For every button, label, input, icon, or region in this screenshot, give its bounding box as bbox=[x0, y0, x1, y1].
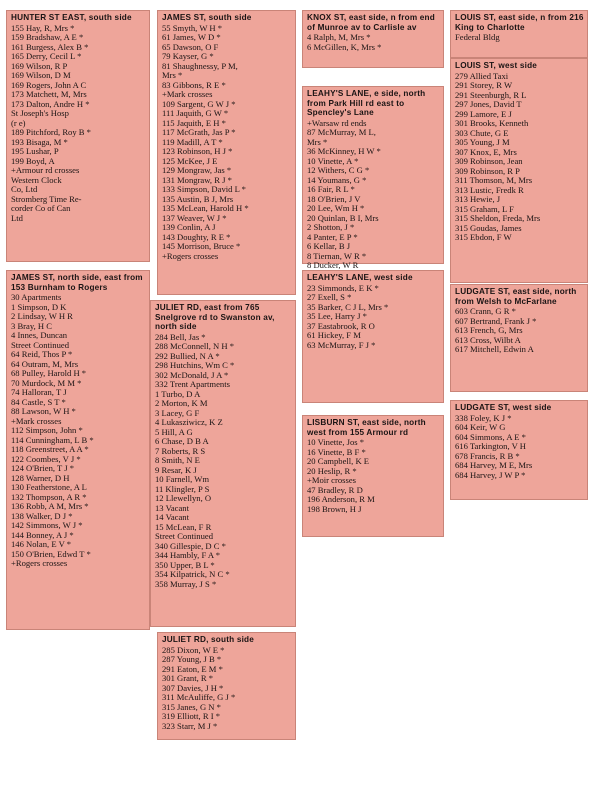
directory-entry: +Moir crosses bbox=[307, 475, 357, 485]
directory-entry: 291 Eaton, E M * bbox=[162, 663, 223, 674]
directory-entry: 30 Apartments bbox=[11, 292, 62, 302]
directory-entry: 83 Gibbons, R E * bbox=[162, 79, 226, 90]
directory-entry: 193 Bisaga, M * bbox=[11, 136, 68, 147]
directory-entry: 315 Graham, L F bbox=[455, 203, 514, 214]
directory-entry: 603 Crann, G R * bbox=[455, 306, 516, 316]
directory-entry: Street Continued bbox=[11, 339, 69, 350]
directory-entry: 139 Conlin, A J bbox=[162, 222, 216, 232]
directory-entry: 313 Hewie, J bbox=[455, 194, 501, 204]
directory-entry: 63 McMurray, F J * bbox=[307, 339, 376, 350]
directory-entry: 309 Robinson, R P bbox=[455, 165, 520, 176]
entry-list bbox=[307, 33, 440, 52]
clipping-juliet-rd-north bbox=[150, 300, 296, 627]
clipping-heading: LOUIS ST, west side bbox=[455, 61, 538, 70]
directory-entry: 315 Ebdon, F W bbox=[455, 232, 512, 242]
directory-entry: 37 Eastabrook, R O bbox=[307, 320, 375, 331]
directory-entry: +Rogers crosses bbox=[11, 558, 68, 568]
directory-entry: 617 Mitchell, Edwin A bbox=[455, 344, 534, 354]
directory-entry: 64 Reid, Thos P * bbox=[11, 349, 73, 359]
directory-entry: 169 Wilson, R P bbox=[11, 60, 68, 71]
directory-entry: 4 Lukasziwicz, K Z bbox=[155, 417, 223, 427]
directory-entry: 288 McConnell, N H * bbox=[155, 341, 235, 351]
directory-entry: St Joseph's Hosp bbox=[11, 108, 69, 118]
directory-entry: 88 Lawson, W H * bbox=[11, 406, 76, 416]
directory-entry: 291 Steenburgh, R L bbox=[455, 89, 527, 100]
directory-entry: 12 Llewellyn, O bbox=[155, 493, 212, 503]
directory-entry: 35 Lee, Harry J * bbox=[307, 311, 367, 321]
directory-entry: 132 Thompson, A R * bbox=[11, 491, 87, 502]
directory-entry: 307 Davies, J H * bbox=[162, 682, 224, 693]
directory-entry: 124 O'Brien, T J * bbox=[11, 463, 75, 473]
directory-entry: 313 Lustic, Fredk R bbox=[455, 184, 524, 195]
directory-entry: 344 Hambly, F A * bbox=[155, 550, 221, 560]
directory-entry: 150 O'Brien, Edwd T * bbox=[11, 548, 91, 559]
directory-entry: 10 Farnell, Wm bbox=[155, 474, 210, 484]
directory-entry: 297 Jones, David T bbox=[455, 99, 522, 109]
entry-list bbox=[11, 24, 146, 224]
directory-entry: 311 McAuliffe, G J * bbox=[162, 692, 236, 702]
directory-entry: +Mark crosses bbox=[11, 415, 62, 426]
directory-entry: 4 Panter, E P * bbox=[307, 231, 358, 242]
directory-entry: +Rogers crosses bbox=[162, 250, 219, 261]
clipping-hunter-st-east bbox=[6, 10, 150, 262]
directory-entry: 613 French, G, Mrs bbox=[455, 325, 523, 335]
directory-entry: 291 Storey, R W bbox=[455, 80, 513, 90]
directory-entry: 195 Lushar, P bbox=[11, 146, 59, 156]
clipping-knox-st-east bbox=[302, 10, 444, 68]
entry-list bbox=[455, 414, 584, 481]
directory-entry: 125 McKee, J E bbox=[162, 155, 218, 166]
directory-entry: 20 Heslip, R * bbox=[307, 465, 357, 476]
directory-entry: 198 Brown, H J bbox=[307, 503, 362, 514]
directory-entry: 13 Vacant bbox=[155, 502, 189, 513]
entry-list bbox=[155, 333, 292, 590]
clipping-leahys-lane-west bbox=[302, 270, 444, 403]
entry-list bbox=[162, 646, 292, 732]
directory-entry: 8 Smith, N E bbox=[155, 455, 200, 465]
directory-entry: 142 Simmons, W J * bbox=[11, 520, 83, 530]
clipping-louis-st-west bbox=[450, 58, 588, 283]
directory-entry: 285 Dixon, W E * bbox=[162, 644, 225, 655]
directory-entry: 20 Lee, Wm H * bbox=[307, 203, 365, 213]
directory-entry: 79 Kayser, G * bbox=[162, 51, 214, 61]
clipping-heading: HUNTER ST EAST, south side bbox=[11, 13, 132, 22]
directory-entry: 7 Roberts, R S bbox=[155, 445, 206, 456]
directory-entry: 684 Harvey, M E, Mrs bbox=[455, 460, 533, 470]
directory-entry: 16 Vinette, B F * bbox=[307, 446, 366, 457]
clipping-ludgate-st-west bbox=[450, 400, 588, 500]
directory-entry: 302 McDonald, J A * bbox=[155, 369, 229, 380]
clipping-heading: JULIET RD, east from 765 Snelgrove rd to Swanston av, north side bbox=[155, 303, 275, 331]
directory-entry: 678 Francis, R B * bbox=[455, 450, 520, 461]
directory-entry: 279 Allied Taxi bbox=[455, 70, 509, 81]
directory-entry: 309 Robinson, Jean bbox=[455, 156, 523, 166]
directory-entry: Co, Ltd bbox=[11, 184, 38, 194]
directory-entry: 354 Kilpatrick, N C * bbox=[155, 569, 230, 579]
directory-entry: Ltd bbox=[11, 212, 23, 223]
directory-entry: 173 Matchett, M, Mrs bbox=[11, 89, 87, 99]
directory-entry: 10 Vinette, A * bbox=[307, 155, 359, 166]
directory-entry: 131 Mongraw, R J * bbox=[162, 174, 232, 185]
directory-entry: Federal Bldg bbox=[455, 32, 500, 42]
directory-entry: 133 Simpson, David L * bbox=[162, 184, 246, 194]
directory-entry: 189 Pitchford, Roy B * bbox=[11, 127, 91, 137]
directory-entry: 10 Vinette, Jos * bbox=[307, 437, 365, 447]
directory-entry: 6 McGillen, K, Mrs * bbox=[307, 41, 382, 52]
directory-entry: 18 O'Brien, J V bbox=[307, 193, 361, 204]
directory-entry: 3 Lacey, G F bbox=[155, 407, 200, 418]
directory-entry: 196 Anderson, R M bbox=[307, 494, 375, 504]
clipping-heading: LUDGATE ST, west side bbox=[455, 403, 552, 412]
directory-entry: 128 Warner, D H bbox=[11, 472, 70, 483]
clipping-heading: JAMES ST, south side bbox=[162, 13, 252, 22]
directory-entry: 55 Smyth, W H * bbox=[162, 22, 223, 33]
directory-entry: 123 Robinson, H J * bbox=[162, 146, 233, 156]
clipping-heading: LEAHY'S LANE, west side bbox=[307, 273, 413, 282]
directory-entry: 114 Cunningham, L B * bbox=[11, 434, 94, 445]
clipping-james-st-north bbox=[6, 270, 150, 630]
directory-entry: 143 Doughty, R E * bbox=[162, 231, 231, 242]
directory-entry: 129 Mongraw, Jas * bbox=[162, 165, 232, 175]
directory-entry: 20 Quinlan, B I, Mrs bbox=[307, 212, 379, 223]
directory-entry: 12 Withers, C G * bbox=[307, 165, 370, 175]
clipping-juliet-rd-south bbox=[157, 632, 296, 740]
directory-entry: 70 Murdock, M M * bbox=[11, 377, 82, 388]
directory-entry: 613 Cross, Wilbt A bbox=[455, 334, 521, 345]
directory-entry: 303 Chute, G E bbox=[455, 127, 509, 138]
directory-entry: 74 Halloran, T J bbox=[11, 387, 67, 397]
directory-entry: 14 Youmans, G * bbox=[307, 174, 367, 185]
directory-entry: 4 Innes, Duncan bbox=[11, 330, 68, 340]
directory-entry: 81 Shaughnessy, P M, bbox=[162, 60, 238, 71]
directory-entry: 144 Bonney, A J * bbox=[11, 529, 74, 540]
directory-entry: 47 Bradley, R D bbox=[307, 484, 363, 495]
directory-entry: (r e) bbox=[11, 117, 26, 128]
directory-entry: 1 Turbo, D A bbox=[155, 388, 201, 399]
directory-entry: 84 Castle, S T * bbox=[11, 396, 66, 407]
directory-entry: 315 Goudas, James bbox=[455, 222, 522, 233]
directory-entry: 5 Hill, A G bbox=[155, 426, 193, 437]
directory-entry: 8 Ducker, W R bbox=[307, 260, 359, 270]
directory-entry: 61 Hickey, F M bbox=[307, 330, 361, 340]
directory-entry: 315 Janes, G N * bbox=[162, 701, 221, 712]
entry-list bbox=[455, 307, 584, 355]
directory-entry: 155 Hay, R, Mrs * bbox=[11, 22, 75, 33]
entry-list bbox=[307, 119, 440, 271]
directory-entry: 311 Thomson, M, Mrs bbox=[455, 175, 533, 185]
entry-list bbox=[455, 72, 584, 243]
directory-entry: 15 McLean, F R bbox=[155, 521, 212, 532]
directory-entry: Mrs * bbox=[162, 70, 183, 80]
directory-entry: 16 Fair, R L * bbox=[307, 184, 355, 194]
directory-entry: 1 Simpson, D K bbox=[11, 301, 67, 312]
directory-entry: 323 Starr, M J * bbox=[162, 720, 218, 731]
directory-entry: 6 Chase, D B A bbox=[155, 436, 209, 446]
directory-entry: 292 Bullied, N A * bbox=[155, 350, 220, 361]
directory-entry: 137 Weaver, W J * bbox=[162, 212, 227, 223]
directory-entry: 165 Derry, Cecil L * bbox=[11, 51, 82, 61]
directory-entry: 135 Austin, B J, Mrs bbox=[162, 193, 234, 204]
directory-entry: 159 Bradshaw, A E * bbox=[11, 32, 84, 42]
directory-entry: 136 Robb, A M, Mrs * bbox=[11, 501, 89, 511]
directory-entry: 332 Trent Apartments bbox=[155, 379, 230, 389]
directory-entry: 604 Keir, W G bbox=[455, 422, 506, 432]
directory-entry: 284 Bell, Jas * bbox=[155, 331, 206, 342]
directory-entry: 2 Morton, K M bbox=[155, 398, 208, 408]
directory-entry: 299 Lamore, E J bbox=[455, 108, 512, 119]
directory-entry: 11 Klingler, P S bbox=[155, 483, 210, 494]
directory-entry: 64 Outram, M, Mrs bbox=[11, 358, 79, 369]
directory-entry: 119 Madill, A T * bbox=[162, 136, 223, 147]
directory-entry: corder Co of Can bbox=[11, 203, 71, 213]
directory-entry: 65 Dawson, O F bbox=[162, 41, 219, 52]
entry-list bbox=[162, 24, 292, 262]
clipping-lisburn-st-east bbox=[302, 415, 444, 537]
directory-entry: 9 Resar, K J bbox=[155, 464, 197, 475]
directory-entry: 305 Young, J M bbox=[455, 137, 510, 147]
directory-entry: 169 Rogers, John A C bbox=[11, 79, 87, 90]
directory-entry: 684 Harvey, J W P * bbox=[455, 469, 526, 480]
directory-entry: 36 McKinney, H W * bbox=[307, 146, 381, 156]
directory-entry: 199 Boyd, A bbox=[11, 155, 55, 166]
directory-entry: +Armour rd crosses bbox=[11, 165, 80, 175]
clipping-heading: LISBURN ST, east side, north west from 155 Armour rd bbox=[307, 418, 426, 437]
directory-entry: 338 Foley, K J * bbox=[455, 412, 512, 423]
directory-entry: 112 Simpson, John * bbox=[11, 425, 83, 435]
directory-entry: 358 Murray, J S * bbox=[155, 578, 217, 589]
directory-entry: 117 McGrath, Jas P * bbox=[162, 127, 236, 137]
clipping-leahys-lane-east bbox=[302, 86, 444, 270]
directory-entry: 350 Upper, B L * bbox=[155, 559, 215, 570]
directory-entry: 6 Kellar, B J bbox=[307, 241, 351, 251]
clipping-heading: JAMES ST, north side, east from 153 Burnham to Rogers bbox=[11, 273, 143, 292]
directory-entry: 109 Sargent, G W J * bbox=[162, 98, 236, 109]
directory-entry: 169 Wilson, D M bbox=[11, 70, 71, 80]
clipping-louis-st-east bbox=[450, 10, 588, 58]
clipping-heading: LEAHY'S LANE, e side, north from Park Hill rd east to Spencley's Lane bbox=[307, 89, 426, 117]
directory-entry: 146 Nolan, E V * bbox=[11, 539, 72, 549]
directory-entry: 301 Grant, R * bbox=[162, 673, 214, 683]
directory-entry: 14 Vacant bbox=[155, 512, 189, 522]
directory-entry: 340 Gillespie, D C * bbox=[155, 540, 226, 551]
directory-entry: +Mark crosses bbox=[162, 89, 213, 99]
clipping-heading: LUDGATE ST, east side, north from Welsh to McFarlane bbox=[455, 287, 577, 306]
directory-entry: 130 Featherstone, A L bbox=[11, 482, 87, 492]
directory-entry: 61 James, W D * bbox=[162, 32, 221, 42]
clipping-james-st-south bbox=[157, 10, 296, 295]
directory-entry: Street Continued bbox=[155, 531, 213, 541]
directory-entry: 298 Hutchins, Wm C * bbox=[155, 360, 235, 370]
clipping-heading: JULIET RD, south side bbox=[162, 635, 254, 644]
directory-entry: 607 Bertrand, Frank J * bbox=[455, 315, 537, 326]
directory-entry: 2 Lindsay, W H R bbox=[11, 311, 73, 321]
directory-entry: 4 Ralph, M, Mrs * bbox=[307, 32, 371, 42]
directory-entry: 111 Jaquith, G W * bbox=[162, 108, 229, 118]
directory-entry: Western Clock bbox=[11, 174, 62, 185]
directory-entry: +Warsaw rd ends bbox=[307, 117, 367, 128]
directory-entry: 8 Tiernan, W R * bbox=[307, 250, 367, 261]
directory-entry: 115 Jaquith, E H * bbox=[162, 117, 226, 128]
clipping-heading: KNOX ST, east side, n from end of Munroe av to Carlisle av bbox=[307, 13, 435, 32]
directory-entry: 604 Simmons, A E * bbox=[455, 431, 526, 442]
directory-entry: 118 Greenstreet, A A * bbox=[11, 444, 89, 454]
directory-entry: 87 McMurray, M L, bbox=[307, 127, 376, 137]
directory-entry: 307 Knox, E, Mrs bbox=[455, 146, 517, 157]
directory-entry: 23 Simmonds, E K * bbox=[307, 282, 379, 293]
directory-entry: Mrs * bbox=[307, 136, 328, 147]
directory-entry: 3 Bray, H C bbox=[11, 320, 52, 331]
directory-entry: 161 Burgess, Alex B * bbox=[11, 41, 89, 52]
directory-entry: 145 Morrison, Bruce * bbox=[162, 241, 241, 251]
directory-entry: 27 Exell, S * bbox=[307, 292, 352, 302]
directory-entry: 616 Tarkington, V H bbox=[455, 441, 527, 451]
directory-entry: 2 Shotton, J * bbox=[307, 222, 355, 232]
entry-list bbox=[307, 284, 440, 351]
directory-entry: 68 Pulley, Harold H * bbox=[11, 368, 87, 378]
directory-entry: 135 McLean, Harold H * bbox=[162, 203, 249, 213]
directory-entry: 319 Elliott, R I * bbox=[162, 711, 221, 721]
directory-entry: 173 Dalton, Andre H * bbox=[11, 98, 90, 109]
entry-list bbox=[11, 293, 146, 569]
directory-entry: 122 Coombes, V J * bbox=[11, 453, 81, 464]
directory-entry: 35 Barker, C J L, Mrs * bbox=[307, 301, 389, 312]
clipping-heading: LOUIS ST, east side, n from 216 King to Charlotte bbox=[455, 13, 584, 32]
directory-entry: 301 Brooks, Kenneth bbox=[455, 118, 529, 128]
directory-entry: 138 Walker, D J * bbox=[11, 510, 73, 521]
directory-entry: 287 Young, J B * bbox=[162, 654, 222, 664]
entry-list bbox=[455, 33, 584, 43]
directory-entry: Stromberg Time Re- bbox=[11, 193, 82, 204]
entry-list bbox=[307, 438, 440, 514]
clipping-ludgate-st-east bbox=[450, 284, 588, 392]
directory-entry: 315 Sheldon, Freda, Mrs bbox=[455, 213, 541, 223]
directory-entry: 20 Campbell, K E bbox=[307, 456, 370, 466]
